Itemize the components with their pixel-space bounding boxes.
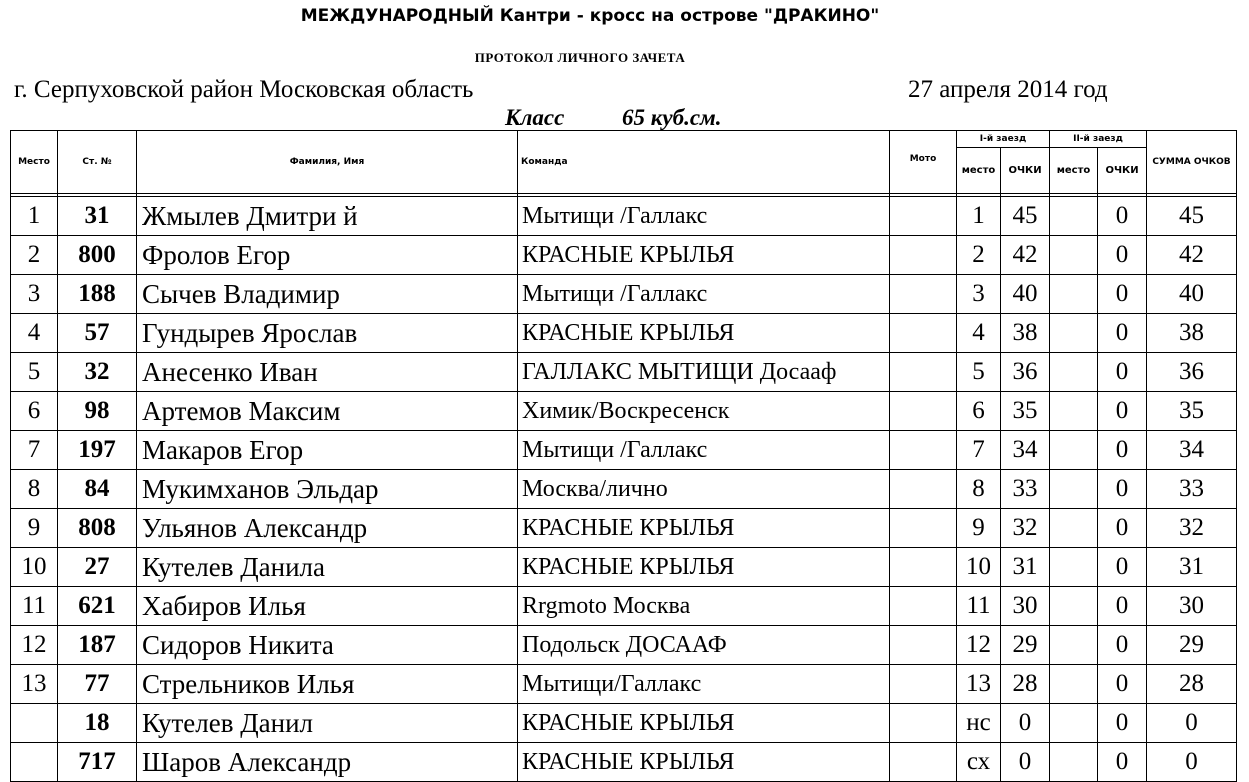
cell-team: Мытищи/Галлакс [518,665,890,704]
cell-total: 31 [1147,548,1237,587]
col-name: Фамилия, Имя [137,131,518,194]
cell-team: Москва/лично [518,470,890,509]
cell-heat1-points: 45 [1001,197,1050,236]
cell-name: Фролов Егор [137,236,518,275]
cell-heat1-place: 1 [957,197,1001,236]
cell-moto [890,743,957,782]
cell-heat2-place [1050,665,1098,704]
table-row [11,587,1237,626]
cell-team: КРАСНЫЕ КРЫЛЬЯ [518,704,890,743]
col-team: Команда [518,131,890,194]
cell-heat2-points: 0 [1098,704,1147,743]
cell-total: 0 [1147,743,1237,782]
cell-place: 13 [11,665,58,704]
results-table [10,130,1237,782]
cell-name: Гундырев Ярослав [137,314,518,353]
cell-team: КРАСНЫЕ КРЫЛЬЯ [518,236,890,275]
table-row [11,431,1237,470]
cell-name: Макаров Егор [137,431,518,470]
table-row [11,509,1237,548]
cell-start-number: 84 [58,470,137,509]
cell-team: Химик/Воскресенск [518,392,890,431]
cell-total: 30 [1147,587,1237,626]
cell-moto [890,548,957,587]
cell-heat2-place [1050,704,1098,743]
cell-name: Мукимханов Эльдар [137,470,518,509]
cell-start-number: 621 [58,587,137,626]
cell-team: КРАСНЫЕ КРЫЛЬЯ [518,743,890,782]
cell-name: Сидоров Никита [137,626,518,665]
cell-start-number: 800 [58,236,137,275]
cell-start-number: 197 [58,431,137,470]
cell-total: 29 [1147,626,1237,665]
cell-heat1-points: 40 [1001,275,1050,314]
cell-name: Анесенко Иван [137,353,518,392]
cell-heat1-points: 38 [1001,314,1050,353]
cell-name: Жмылев Дмитри й [137,197,518,236]
cell-place [11,743,58,782]
cell-heat2-place [1050,314,1098,353]
cell-moto [890,626,957,665]
table-row [11,353,1237,392]
cell-heat1-place: 6 [957,392,1001,431]
cell-heat2-points: 0 [1098,548,1147,587]
cell-heat1-points: 28 [1001,665,1050,704]
cell-heat1-place: 11 [957,587,1001,626]
cell-start-number: 188 [58,275,137,314]
cell-start-number: 808 [58,509,137,548]
cell-moto [890,392,957,431]
cell-total: 32 [1147,509,1237,548]
cell-heat2-points: 0 [1098,743,1147,782]
cell-team: Мытищи /Галлакс [518,275,890,314]
cell-heat1-points: 32 [1001,509,1050,548]
cell-heat2-place [1050,470,1098,509]
cell-place: 8 [11,470,58,509]
cell-total: 33 [1147,470,1237,509]
col-heat1-points: ОЧКИ [1001,147,1050,193]
cell-heat1-place: 13 [957,665,1001,704]
table-row [11,392,1237,431]
cell-heat2-place [1050,626,1098,665]
col-heat2: II-й заезд [1050,131,1147,148]
cell-name: Кутелев Данила [137,548,518,587]
col-heat2-points: ОЧКИ [1098,147,1147,193]
cell-heat2-place [1050,743,1098,782]
cell-moto [890,470,957,509]
cell-place: 4 [11,314,58,353]
cell-moto [890,587,957,626]
cell-start-number: 77 [58,665,137,704]
cell-place [11,704,58,743]
col-place: Место [11,131,58,194]
cell-heat2-place [1050,236,1098,275]
cell-name: Шаров Александр [137,743,518,782]
cell-heat1-points: 36 [1001,353,1050,392]
cell-heat2-points: 0 [1098,197,1147,236]
cell-team: Мытищи /Галлакс [518,431,890,470]
cell-moto [890,197,957,236]
cell-name: Хабиров Илья [137,587,518,626]
cell-heat2-place [1050,431,1098,470]
cell-heat2-points: 0 [1098,626,1147,665]
cell-team: КРАСНЫЕ КРЫЛЬЯ [518,509,890,548]
cell-place: 1 [11,197,58,236]
cell-heat2-points: 0 [1098,665,1147,704]
cell-moto [890,236,957,275]
table-row [11,665,1237,704]
cell-total: 0 [1147,704,1237,743]
cell-place: 3 [11,275,58,314]
cell-heat2-points: 0 [1098,431,1147,470]
cell-moto [890,275,957,314]
cell-total: 34 [1147,431,1237,470]
cell-start-number: 31 [58,197,137,236]
cell-heat1-points: 31 [1001,548,1050,587]
cell-heat1-points: 42 [1001,236,1050,275]
cell-moto [890,353,957,392]
class-value: 65 куб.см. [622,105,722,130]
cell-name: Кутелев Данил [137,704,518,743]
header-row [11,131,1237,148]
cell-team: КРАСНЫЕ КРЫЛЬЯ [518,314,890,353]
cell-name: Стрельников Илья [137,665,518,704]
table-row [11,704,1237,743]
table-row [11,197,1237,236]
protocol-subtitle: ПРОТОКОЛ ЛИЧНОГО ЗАЧЕТА [474,50,686,65]
cell-place: 9 [11,509,58,548]
cell-heat2-points: 0 [1098,470,1147,509]
cell-heat1-points: 29 [1001,626,1050,665]
cell-place: 2 [11,236,58,275]
cell-heat2-place [1050,392,1098,431]
cell-start-number: 187 [58,626,137,665]
cell-heat1-place: 7 [957,431,1001,470]
cell-heat2-place [1050,275,1098,314]
results-body [11,194,1237,782]
cell-heat1-points: 35 [1001,392,1050,431]
cell-heat1-points: 0 [1001,704,1050,743]
cell-start-number: 98 [58,392,137,431]
cell-heat2-place [1050,509,1098,548]
cell-total: 38 [1147,314,1237,353]
cell-moto [890,509,957,548]
cell-heat1-place: 3 [957,275,1001,314]
cell-moto [890,665,957,704]
cell-total: 42 [1147,236,1237,275]
cell-heat2-points: 0 [1098,275,1147,314]
col-heat2-place: место [1050,147,1098,193]
cell-start-number: 18 [58,704,137,743]
col-total: СУММА ОЧКОВ [1147,131,1237,194]
table-row [11,275,1237,314]
cell-moto [890,431,957,470]
cell-heat1-points: 33 [1001,470,1050,509]
cell-heat1-place: 2 [957,236,1001,275]
cell-total: 36 [1147,353,1237,392]
cell-place: 6 [11,392,58,431]
cell-total: 45 [1147,197,1237,236]
cell-total: 35 [1147,392,1237,431]
cell-heat2-place [1050,353,1098,392]
cell-team: Подольск ДОСААФ [518,626,890,665]
col-moto: Мото [890,131,957,194]
col-start-number: Ст. № [58,131,137,194]
cell-heat1-place: 4 [957,314,1001,353]
cell-place: 7 [11,431,58,470]
cell-heat1-place: нс [957,704,1001,743]
cell-heat2-points: 0 [1098,236,1147,275]
event-location: г. Серпуховской район Московская область [14,76,474,103]
table-row [11,314,1237,353]
cell-place: 5 [11,353,58,392]
cell-place: 10 [11,548,58,587]
event-date: 27 апреля 2014 год [908,76,1108,103]
cell-name: Сычев Владимир [137,275,518,314]
cell-moto [890,704,957,743]
cell-heat2-points: 0 [1098,509,1147,548]
cell-heat1-place: 10 [957,548,1001,587]
col-heat1-place: место [957,147,1001,193]
table-row [11,470,1237,509]
cell-heat1-place: сх [957,743,1001,782]
cell-team: Rrgmoto Москва [518,587,890,626]
cell-place: 11 [11,587,58,626]
table-row [11,236,1237,275]
table-row [11,743,1237,782]
cell-team: Мытищи /Галлакс [518,197,890,236]
col-heat1: I-й заезд [957,131,1050,148]
cell-heat1-points: 34 [1001,431,1050,470]
cell-heat2-points: 0 [1098,587,1147,626]
cell-start-number: 27 [58,548,137,587]
cell-heat1-place: 9 [957,509,1001,548]
cell-heat2-points: 0 [1098,314,1147,353]
cell-heat1-points: 30 [1001,587,1050,626]
cell-heat1-place: 5 [957,353,1001,392]
cell-heat2-place [1050,587,1098,626]
cell-heat2-points: 0 [1098,353,1147,392]
cell-heat2-points: 0 [1098,392,1147,431]
cell-heat2-place [1050,548,1098,587]
class-label: Класс [505,105,565,130]
cell-heat1-points: 0 [1001,743,1050,782]
cell-heat2-place [1050,197,1098,236]
cell-total: 28 [1147,665,1237,704]
cell-total: 40 [1147,275,1237,314]
cell-name: Артемов Максим [137,392,518,431]
cell-start-number: 57 [58,314,137,353]
cell-place: 12 [11,626,58,665]
cell-start-number: 717 [58,743,137,782]
cell-team: КРАСНЫЕ КРЫЛЬЯ [518,548,890,587]
cell-heat1-place: 12 [957,626,1001,665]
document-title: МЕЖДУНАРОДНЫЙ Кантри - кросс на острове "ДРАКИНО" [300,6,880,26]
table-row [11,548,1237,587]
cell-moto [890,314,957,353]
cell-name: Ульянов Александр [137,509,518,548]
table-row [11,626,1237,665]
cell-heat1-place: 8 [957,470,1001,509]
cell-team: ГАЛЛАКС МЫТИЩИ Досааф [518,353,890,392]
cell-start-number: 32 [58,353,137,392]
